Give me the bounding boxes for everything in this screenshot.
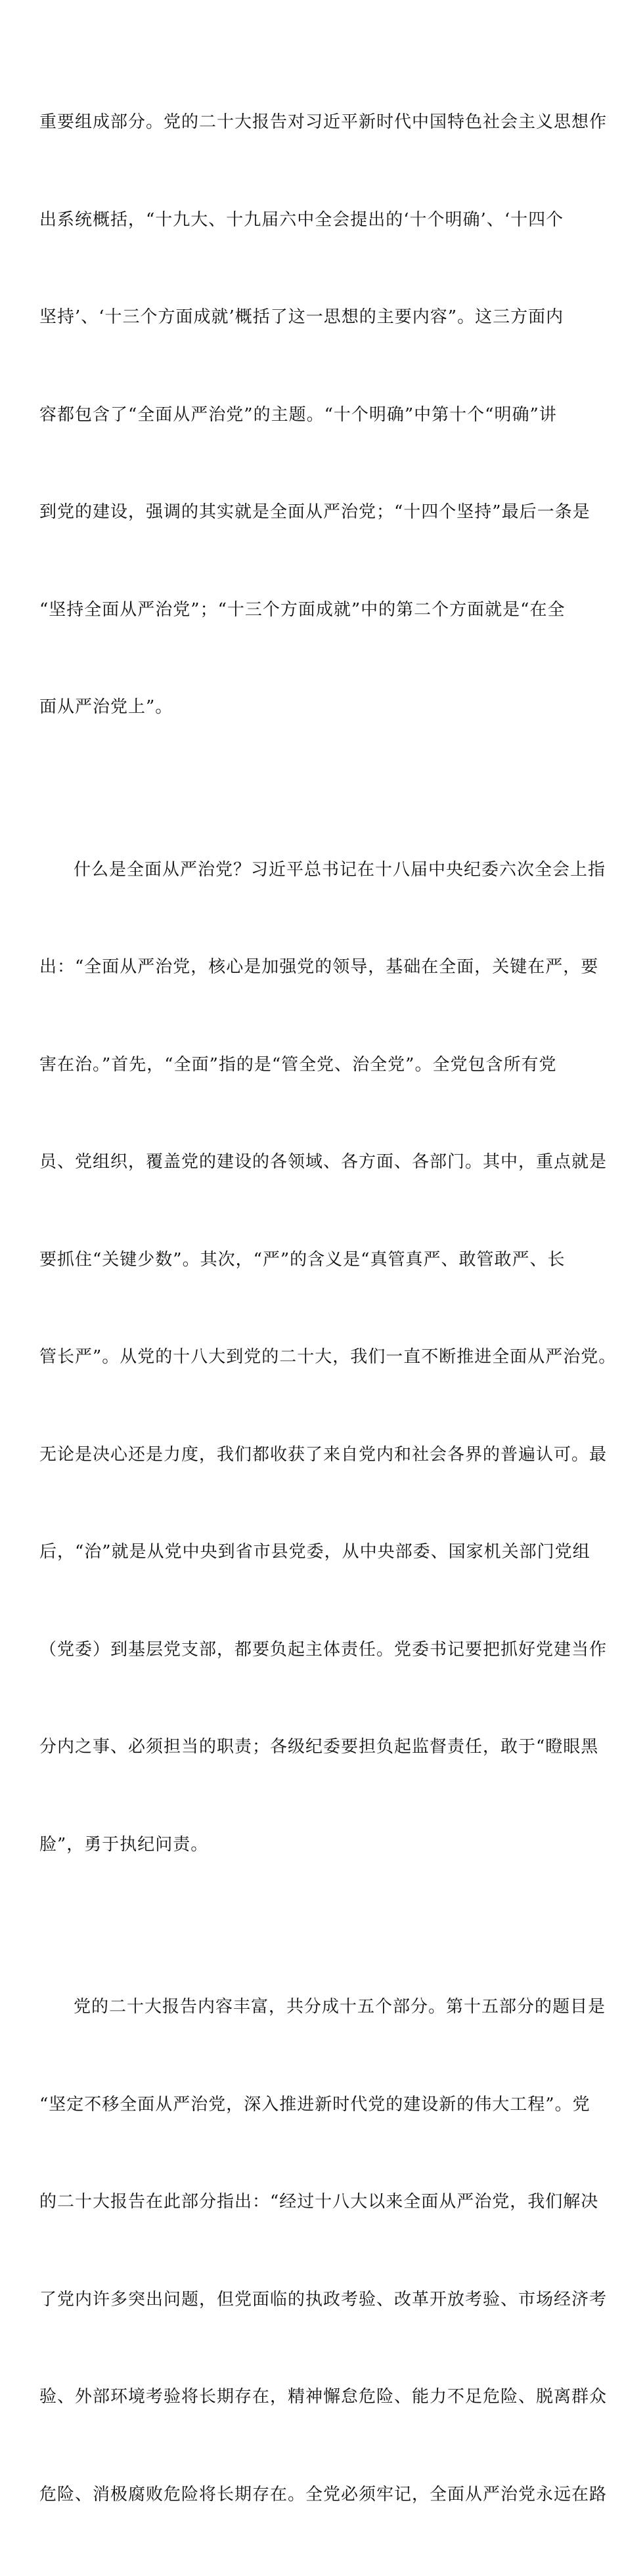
text-line: 验、外部环境考验将长期存在，精神懈怠危险、能力不足危险、脱离群众: [39, 2387, 608, 2407]
text-line: “坚持全面从严治党”；“十三个方面成就”中的第二个方面就是“在全: [39, 599, 566, 620]
text-line: 后，“治”就是从党中央到省市县党委，从中央部委、国家机关部门党组: [39, 1542, 591, 1562]
text-line: 分内之事、必须担当的职责；各级纪委要担负起监督责任，敢于“瞪眼黑: [39, 1737, 599, 1757]
paragraph-3: [39, 1926, 608, 2576]
text-line: “坚定不移全面从严治党，深入推进新时代党的建设新的伟大工程”。党: [39, 2094, 591, 2114]
text-line: 容都包含了“全面从严治党”的主题。“十个明确”中第十个“明确”讲: [39, 404, 557, 425]
text-line: （党委）到基层党支部，都要负起主体责任。党委书记要把抓好党建当作: [39, 1639, 608, 1660]
text-line: 面从严治党上”。: [39, 697, 173, 717]
paragraph-1: [39, 41, 608, 789]
document-body: [39, 41, 617, 2576]
text-line: 出：“全面从严治党，核心是加强党的领导，基础在全面，关键在严，要: [39, 957, 599, 977]
text-line: 无论是决心还是力度，我们都收获了来自党内和社会各界的普遍认可。最: [39, 1444, 608, 1465]
text-line: 什么是全面从严治党？习近平总书记在十八届中央纪委六次全会上指: [74, 859, 606, 880]
paragraph-2: [39, 789, 617, 1927]
text-line: 到党的建设，强调的其实就是全面从严治党；“十四个坚持”最后一条是: [39, 502, 591, 522]
text-line: 管长严”。从党的十八大到党的二十大，我们一直不断推进全面从严治党。: [39, 1347, 617, 1367]
text-line: 出系统概括，“十九大、十九届六中全会提出的‘十个明确’、‘十四个: [39, 209, 564, 230]
text-line: 党的二十大报告内容丰富，共分成十五个部分。第十五部分的题目是: [74, 1997, 606, 2017]
text-line: 害在治。”首先，“全面”指的是“管全党、治全党”。全党包含所有党: [39, 1054, 557, 1075]
text-line: 重要组成部分。党的二十大报告对习近平新时代中国特色社会主义思想作: [39, 112, 608, 132]
text-line: 坚持’、‘十三个方面成就’概括了这一思想的主要内容”。这三方面内: [39, 307, 564, 327]
text-line: 要抓住“关键少数”。其次，“严”的含义是“真管真严、敢管敢严、长: [39, 1249, 566, 1270]
text-line: 员、党组织，覆盖党的建设的各领域、各方面、各部门。其中，重点就是: [39, 1152, 608, 1172]
text-line: 危险、消极腐败危险将长期存在。全党必须牢记，全面从严治党永远在路: [39, 2484, 608, 2504]
text-line: 脸”，勇于执纪问责。: [39, 1834, 209, 1855]
text-line: 的二十大报告在此部分指出：“经过十八大以来全面从严治党，我们解决: [39, 2192, 599, 2212]
text-line: 了党内许多突出问题，但党面临的执政考验、改革开放考验、市场经济考: [39, 2289, 608, 2309]
